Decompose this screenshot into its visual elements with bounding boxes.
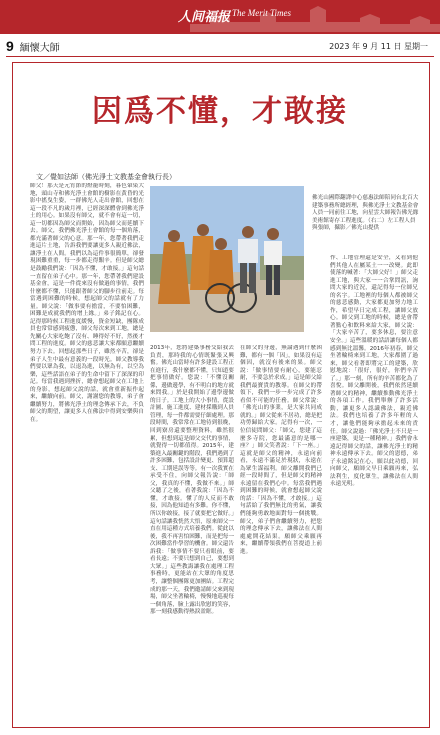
article-byline: 文／覺如法師（佛光淨土文教基金會執行長）	[36, 173, 176, 181]
article-photo	[150, 186, 304, 332]
article-column-1: 師父！那天是元宵節的燈籠時刻，暮色暈染大地，頭山寺和佛光淨土會館的樹影在黃昏的光影中搖曳生姿，一群佛光人走出會館，回想在這一段不凡的歲月裡，已經深深體會到佛光淨土的用心。如果沒有師父，就不會有這一切，這一切都因為師父而開始，因為師父而延續下去。師父，我們佛光淨土會館的每一個角落，都充滿著師父的心意。那一年，您帶著我們走進這片土地，告訴我們要讓更多人親近佛法，讓淨土在人間。我們以為這件事很簡單，卻發現困難重重，每一步都走得艱辛。但是師父總是鼓勵我們說：「因為不懂，才敢接。」這句話一直留在弟子心中。那一年，您帶著我們建設基金會，這是一件從來沒有做過的事情，我們什麼都不懂，只能跟著師父的腳步往前走。每當遇到困難的時候，想起師父的話就有了力量。師父說：「做事要有擔當，不要怕困難，困難是成就我們的增上緣。」弟子銘記在心。記得那時候工程進度緩慢，資金短缺，團隊成員也常常感到疲憊，師父每次來到工地，總是先關心大家吃飽了沒有、睡得好不好，然後才問工程的進度。師父的慈悲讓大家都願意繼續努力下去。回想起那些日子，雖然辛苦，卻是弟子人生中最有意義的一段時光。師父教導我們要以眾為我，以退為進，以無為有，以空為樂，這些話語在弟子的生命中留下了深深的印記。每當我遇到挫折，總會想起師父在工地上的身影，想起師父說的話，就會重新振作起來，繼續向前。師父，謝謝您的教導，弟子會繼續努力，將佛光淨土的理念傳承下去，不負師父的期望，讓更多人在佛法中得到安樂與自在。	[30, 183, 144, 423]
article-column-3: 在師父的身邊，無論遇到什麼困難，都有一個「因」，如果沒有這個因，就沒有後來的果。師父說：「做事情要有耐心，要能忍耐，不要急於求成。」這是師父給我們最寶貴的教導。在師父的帶領下，我們一步一步完成了許多看似不可能的任務。師父常說：「佛光山的事業，是大家共同成就的。」師父從來不居功，總是把功勞歸給大家。記得有一次，一位信徒問師父：「師父，您建了這麼多寺院，您最滿意的是哪一座？」師父笑著說：「下一座。」這就是師父的精神，永遠向前看，永遠不滿足於現狀，永遠在為眾生謀福利。師父離開我們已經一段時間了，但是師父的精神永遠留在我們心中。每當我們遇到困難的時候，就會想起師父說的話：「因為不懂，才敢接。」這句話給了我們無比的勇氣，讓我們能夠勇敢地面對每一個挑戰。師父，弟子們會繼續努力，把您的理念傳承下去，讓佛法在人間處處開花結果。願師父乘願再來，繼續帶領我們在菩提道上前進。	[240, 345, 322, 555]
photo-caption: 佛光山國際翻譯中心慈惠法師陪同台北百大建築事務所總經理，與佛光淨土文教基金會人員一同前往工地，向星雲大師報告佛光緣美術館寄存工程進度。（右二）左工程人員與張師，攝影／佛光山提供	[312, 195, 419, 231]
article-column-2: 2013年，您將建築事務交給我去負責，那時我的心情既緊張又興奮。佛光山當時有許多建設工程正在進行，我什麼都不懂，只知道要把事情做好。您說：「不懂沒關係，邊做邊學，有不明白的地方就來問我。」於是我開始了邊學邊做的日子。工地上的大小事情，從設計圖、施工進度、建材採購到人員管理，每一件都需要仔細處理。那段時間，我常常在工地待到很晚，回到寮房還要整理資料。雖然很累，但想到這是師父交代的事情，就覺得一切都值得。2015年，建築進入最關鍵的階段，我們遇到了許多困難，包括設計變更、預算超支、工期延誤等等。有一次我實在承受不住，向師父報告說：「師父，我真的不懂，我做不來。」師父聽了之後，看著我說：「因為不懂，才敢接。懂了的人反而不敢接，因為他知道有多難。你不懂，所以你敢接，接了就要把它做好。」這句話讓我恍然大悟，原來師父一直在用這種方式培養我們。從此以後，我不再害怕困難，而是把每一次困難當作學習的機會。師父還告訴我：「做事情不要只看眼前，要看長遠；不要只想到自己，要想到大眾。」這些教誨讓我在處理工程事務時，更能站在大眾的角度思考，讓整個團隊更加團結。工程完成的那一天，我們邀請師父來到現場，師父坐著輪椅，慢慢地巡視每一個角落，臉上露出欣慰的笑容，那一刻我感動得熱淚盈眶。	[150, 345, 234, 616]
issue-date: 2023 年 9 月 11 日 星期一	[329, 42, 428, 51]
article-title: 因爲不懂，才敢接	[92, 94, 348, 129]
monks-group-photo	[150, 186, 304, 332]
masthead-logo: 人间福报	[178, 10, 231, 25]
header-divider	[6, 56, 434, 57]
newspaper-header	[0, 0, 440, 34]
column-name: 緬懷大師	[19, 42, 60, 54]
article-column-4: 作、工地管理還是安全，又看到他們其他人在屬某土一一改變。此即使落的喊著：「大師父好！」師父走進工地，與大家一一合掌問訊，詢問大家的近況，還記得每一位師兄的名字。工地裡的每個人都被師父的慈悲感動，大家都更加努力地工作，希望早日完成工程，讓師父放心。師父到工地的時候，總是會帶著點心和飲料來給大家，師父說：「大家辛苦了，要多休息，要注意安全。」這些溫暖的話語讓每個人都感到無比溫馨。2016年初春，師父坐著輪椅來到工地，大家都圍了過來，師父看著即將完工的建築，欣慰地說：「很好，很好，你們辛苦了。」那一刻，所有的辛苦都化為了喜悅。師父離開後，我們依然延續著師父的精神，繼續推動佛光淨土的各項工作。我們舉辦了許多活動，讓更多人認識佛法，親近佛法。我們也培養了許多年輕的人才，讓他們能夠承擔起未來的責任。師父說過：「佛光淨土不只是一座建築，更是一種精神。」我們會永遠記得師父的話，讓佛光淨土的精神永遠傳承下去。師父的恩德，弟子永遠銘記在心，願以此功德，回向師父，願師父早日乘願再來，弘法利生，度化眾生，讓佛法在人間永遠光明。	[330, 255, 418, 488]
page-breadcrumb	[6, 38, 60, 54]
page-number: 9	[6, 38, 14, 54]
masthead-logo-en: The Merit Times	[232, 8, 292, 18]
